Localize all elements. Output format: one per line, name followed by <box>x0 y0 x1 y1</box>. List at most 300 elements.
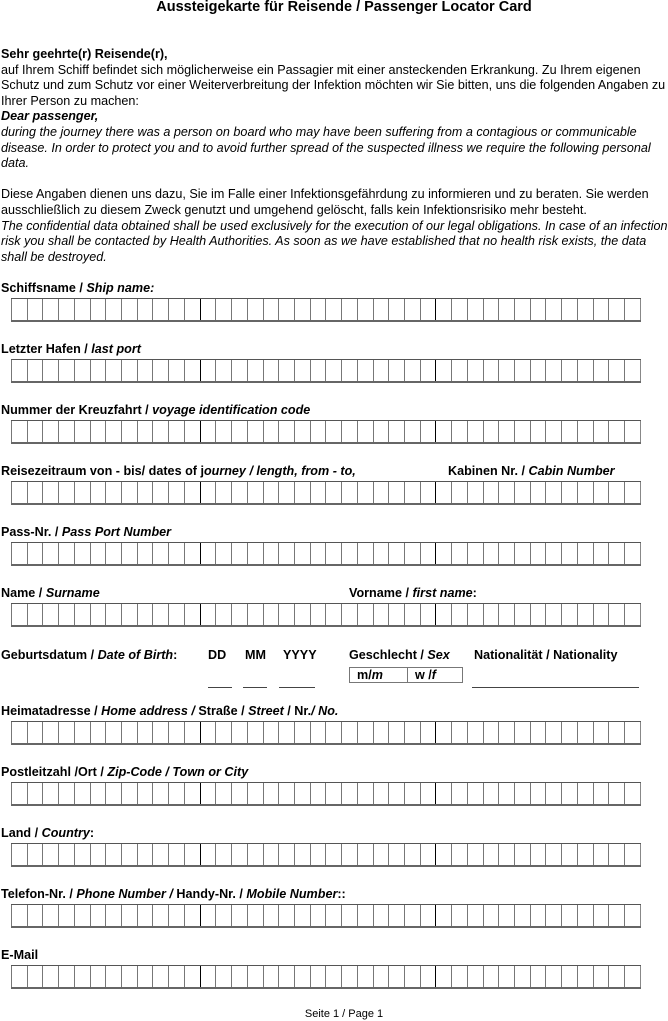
char-box[interactable] <box>357 482 373 503</box>
char-box[interactable] <box>152 905 168 926</box>
char-box[interactable] <box>58 482 74 503</box>
char-box[interactable] <box>530 722 546 743</box>
char-box[interactable] <box>58 905 74 926</box>
char-box[interactable] <box>294 966 310 987</box>
char-box[interactable] <box>294 604 310 625</box>
char-box[interactable] <box>11 783 27 804</box>
char-box[interactable] <box>325 360 341 381</box>
char-box[interactable] <box>27 783 43 804</box>
char-box[interactable] <box>74 421 90 442</box>
char-box[interactable] <box>11 299 27 320</box>
char-box[interactable] <box>152 783 168 804</box>
char-box[interactable] <box>435 543 451 564</box>
char-box[interactable] <box>231 360 247 381</box>
char-box[interactable] <box>467 966 483 987</box>
char-box[interactable] <box>215 722 231 743</box>
char-box[interactable] <box>294 783 310 804</box>
char-box[interactable] <box>152 604 168 625</box>
char-box[interactable] <box>42 604 58 625</box>
char-box[interactable] <box>404 360 420 381</box>
char-box[interactable] <box>310 844 326 865</box>
char-box[interactable] <box>325 722 341 743</box>
char-box[interactable] <box>294 722 310 743</box>
char-box[interactable] <box>42 966 58 987</box>
char-box[interactable] <box>310 299 326 320</box>
char-box[interactable] <box>105 299 121 320</box>
char-box[interactable] <box>545 966 561 987</box>
char-box[interactable] <box>137 966 153 987</box>
country-input[interactable] <box>11 843 641 867</box>
char-box[interactable] <box>483 543 499 564</box>
char-box[interactable] <box>341 421 357 442</box>
char-box[interactable] <box>168 543 184 564</box>
char-box[interactable] <box>42 421 58 442</box>
char-box[interactable] <box>577 905 593 926</box>
char-box[interactable] <box>105 543 121 564</box>
char-box[interactable] <box>404 844 420 865</box>
char-box[interactable] <box>263 844 279 865</box>
char-box[interactable] <box>451 360 467 381</box>
char-box[interactable] <box>404 421 420 442</box>
char-box[interactable] <box>498 966 514 987</box>
char-box[interactable] <box>168 482 184 503</box>
char-box[interactable] <box>624 844 641 865</box>
char-box[interactable] <box>74 722 90 743</box>
char-box[interactable] <box>341 543 357 564</box>
char-box[interactable] <box>483 844 499 865</box>
char-box[interactable] <box>514 783 530 804</box>
char-box[interactable] <box>247 905 263 926</box>
char-box[interactable] <box>341 360 357 381</box>
char-box[interactable] <box>451 844 467 865</box>
char-box[interactable] <box>404 482 420 503</box>
char-box[interactable] <box>608 421 624 442</box>
char-box[interactable] <box>577 299 593 320</box>
char-box[interactable] <box>58 299 74 320</box>
char-box[interactable] <box>467 783 483 804</box>
char-box[interactable] <box>404 543 420 564</box>
char-box[interactable] <box>11 482 27 503</box>
char-box[interactable] <box>90 722 106 743</box>
char-box[interactable] <box>200 421 216 442</box>
char-box[interactable] <box>561 421 577 442</box>
char-box[interactable] <box>420 722 436 743</box>
char-box[interactable] <box>58 844 74 865</box>
sex-option-male[interactable]: m/ m <box>350 668 408 682</box>
char-box[interactable] <box>373 905 389 926</box>
char-box[interactable] <box>231 783 247 804</box>
char-box[interactable] <box>357 543 373 564</box>
char-box[interactable] <box>483 421 499 442</box>
char-box[interactable] <box>168 783 184 804</box>
voyage-id-input[interactable] <box>11 420 641 444</box>
char-box[interactable] <box>530 905 546 926</box>
char-box[interactable] <box>514 905 530 926</box>
char-box[interactable] <box>483 783 499 804</box>
char-box[interactable] <box>420 905 436 926</box>
char-box[interactable] <box>451 421 467 442</box>
char-box[interactable] <box>263 543 279 564</box>
char-box[interactable] <box>341 722 357 743</box>
char-box[interactable] <box>247 783 263 804</box>
char-box[interactable] <box>467 360 483 381</box>
char-box[interactable] <box>263 722 279 743</box>
char-box[interactable] <box>357 722 373 743</box>
char-box[interactable] <box>215 360 231 381</box>
dob-dd-input[interactable] <box>208 687 232 688</box>
char-box[interactable] <box>105 844 121 865</box>
char-box[interactable] <box>152 421 168 442</box>
char-box[interactable] <box>278 783 294 804</box>
char-box[interactable] <box>200 966 216 987</box>
char-box[interactable] <box>310 783 326 804</box>
char-box[interactable] <box>325 905 341 926</box>
char-box[interactable] <box>137 482 153 503</box>
char-box[interactable] <box>530 966 546 987</box>
char-box[interactable] <box>388 543 404 564</box>
char-box[interactable] <box>373 482 389 503</box>
char-box[interactable] <box>184 360 200 381</box>
char-box[interactable] <box>325 844 341 865</box>
char-box[interactable] <box>577 543 593 564</box>
char-box[interactable] <box>357 966 373 987</box>
char-box[interactable] <box>231 722 247 743</box>
email-input[interactable] <box>11 965 641 989</box>
char-box[interactable] <box>152 722 168 743</box>
dob-yyyy-input[interactable] <box>279 687 315 688</box>
char-box[interactable] <box>420 783 436 804</box>
char-box[interactable] <box>624 360 641 381</box>
char-box[interactable] <box>514 299 530 320</box>
char-box[interactable] <box>11 543 27 564</box>
char-box[interactable] <box>310 543 326 564</box>
char-box[interactable] <box>215 299 231 320</box>
char-box[interactable] <box>121 299 137 320</box>
char-box[interactable] <box>263 604 279 625</box>
char-box[interactable] <box>27 482 43 503</box>
char-box[interactable] <box>200 604 216 625</box>
char-box[interactable] <box>152 360 168 381</box>
char-box[interactable] <box>561 604 577 625</box>
char-box[interactable] <box>498 360 514 381</box>
char-box[interactable] <box>388 482 404 503</box>
nationality-input[interactable] <box>472 687 639 688</box>
char-box[interactable] <box>561 722 577 743</box>
char-box[interactable] <box>498 299 514 320</box>
sex-option-female[interactable]: w / f <box>415 668 436 682</box>
char-box[interactable] <box>121 783 137 804</box>
char-box[interactable] <box>168 722 184 743</box>
char-box[interactable] <box>577 844 593 865</box>
char-box[interactable] <box>90 543 106 564</box>
char-box[interactable] <box>278 482 294 503</box>
char-box[interactable] <box>341 482 357 503</box>
char-box[interactable] <box>11 722 27 743</box>
char-box[interactable] <box>451 543 467 564</box>
char-box[interactable] <box>545 421 561 442</box>
char-box[interactable] <box>357 299 373 320</box>
char-box[interactable] <box>184 482 200 503</box>
char-box[interactable] <box>247 421 263 442</box>
char-box[interactable] <box>74 543 90 564</box>
char-box[interactable] <box>357 905 373 926</box>
char-box[interactable] <box>325 783 341 804</box>
char-box[interactable] <box>498 783 514 804</box>
char-box[interactable] <box>278 299 294 320</box>
char-box[interactable] <box>561 783 577 804</box>
char-box[interactable] <box>310 722 326 743</box>
char-box[interactable] <box>593 844 609 865</box>
char-box[interactable] <box>200 905 216 926</box>
char-box[interactable] <box>467 604 483 625</box>
char-box[interactable] <box>420 421 436 442</box>
char-box[interactable] <box>545 604 561 625</box>
char-box[interactable] <box>137 604 153 625</box>
char-box[interactable] <box>530 844 546 865</box>
char-box[interactable] <box>247 482 263 503</box>
char-box[interactable] <box>105 482 121 503</box>
char-box[interactable] <box>608 783 624 804</box>
char-box[interactable] <box>341 966 357 987</box>
char-box[interactable] <box>561 543 577 564</box>
char-box[interactable] <box>545 360 561 381</box>
char-box[interactable] <box>577 604 593 625</box>
char-box[interactable] <box>577 482 593 503</box>
char-box[interactable] <box>263 905 279 926</box>
char-box[interactable] <box>467 421 483 442</box>
char-box[interactable] <box>247 604 263 625</box>
char-box[interactable] <box>373 604 389 625</box>
char-box[interactable] <box>514 543 530 564</box>
char-box[interactable] <box>467 299 483 320</box>
char-box[interactable] <box>593 722 609 743</box>
char-box[interactable] <box>58 360 74 381</box>
char-box[interactable] <box>530 543 546 564</box>
char-box[interactable] <box>593 905 609 926</box>
char-box[interactable] <box>467 482 483 503</box>
char-box[interactable] <box>357 604 373 625</box>
char-box[interactable] <box>420 604 436 625</box>
char-box[interactable] <box>231 966 247 987</box>
char-box[interactable] <box>483 299 499 320</box>
char-box[interactable] <box>435 966 451 987</box>
char-box[interactable] <box>137 421 153 442</box>
char-box[interactable] <box>608 482 624 503</box>
char-box[interactable] <box>388 783 404 804</box>
char-box[interactable] <box>608 722 624 743</box>
char-box[interactable] <box>184 421 200 442</box>
char-box[interactable] <box>278 844 294 865</box>
char-box[interactable] <box>263 482 279 503</box>
char-box[interactable] <box>278 604 294 625</box>
char-box[interactable] <box>152 844 168 865</box>
char-box[interactable] <box>608 905 624 926</box>
char-box[interactable] <box>325 543 341 564</box>
char-box[interactable] <box>137 783 153 804</box>
char-box[interactable] <box>247 966 263 987</box>
char-box[interactable] <box>137 722 153 743</box>
char-box[interactable] <box>498 543 514 564</box>
char-box[interactable] <box>58 966 74 987</box>
char-box[interactable] <box>231 844 247 865</box>
char-box[interactable] <box>231 543 247 564</box>
char-box[interactable] <box>435 360 451 381</box>
zip-city-input[interactable] <box>11 782 641 806</box>
phone-input[interactable] <box>11 904 641 928</box>
char-box[interactable] <box>624 299 641 320</box>
char-box[interactable] <box>514 966 530 987</box>
char-box[interactable] <box>74 966 90 987</box>
char-box[interactable] <box>168 421 184 442</box>
char-box[interactable] <box>278 543 294 564</box>
char-box[interactable] <box>545 482 561 503</box>
char-box[interactable] <box>215 482 231 503</box>
char-box[interactable] <box>514 722 530 743</box>
char-box[interactable] <box>483 966 499 987</box>
char-box[interactable] <box>168 299 184 320</box>
char-box[interactable] <box>294 421 310 442</box>
char-box[interactable] <box>451 299 467 320</box>
char-box[interactable] <box>624 482 641 503</box>
char-box[interactable] <box>325 482 341 503</box>
char-box[interactable] <box>467 722 483 743</box>
char-box[interactable] <box>294 360 310 381</box>
char-box[interactable] <box>483 360 499 381</box>
char-box[interactable] <box>593 421 609 442</box>
char-box[interactable] <box>42 844 58 865</box>
char-box[interactable] <box>74 482 90 503</box>
char-box[interactable] <box>27 543 43 564</box>
char-box[interactable] <box>404 722 420 743</box>
char-box[interactable] <box>137 360 153 381</box>
char-box[interactable] <box>608 360 624 381</box>
char-box[interactable] <box>451 604 467 625</box>
char-box[interactable] <box>278 360 294 381</box>
char-box[interactable] <box>27 299 43 320</box>
char-box[interactable] <box>545 299 561 320</box>
char-box[interactable] <box>215 783 231 804</box>
char-box[interactable] <box>325 604 341 625</box>
char-box[interactable] <box>498 722 514 743</box>
char-box[interactable] <box>341 604 357 625</box>
char-box[interactable] <box>247 722 263 743</box>
char-box[interactable] <box>42 299 58 320</box>
char-box[interactable] <box>263 421 279 442</box>
char-box[interactable] <box>294 844 310 865</box>
char-box[interactable] <box>247 844 263 865</box>
char-box[interactable] <box>215 421 231 442</box>
char-box[interactable] <box>404 604 420 625</box>
char-box[interactable] <box>545 844 561 865</box>
last-port-input[interactable] <box>11 359 641 383</box>
char-box[interactable] <box>325 299 341 320</box>
char-box[interactable] <box>451 905 467 926</box>
char-box[interactable] <box>388 844 404 865</box>
char-box[interactable] <box>357 783 373 804</box>
char-box[interactable] <box>184 783 200 804</box>
char-box[interactable] <box>388 966 404 987</box>
char-box[interactable] <box>310 421 326 442</box>
char-box[interactable] <box>577 966 593 987</box>
char-box[interactable] <box>373 783 389 804</box>
char-box[interactable] <box>498 421 514 442</box>
char-box[interactable] <box>105 421 121 442</box>
char-box[interactable] <box>483 482 499 503</box>
char-box[interactable] <box>310 604 326 625</box>
char-box[interactable] <box>593 783 609 804</box>
char-box[interactable] <box>624 783 641 804</box>
char-box[interactable] <box>263 966 279 987</box>
char-box[interactable] <box>263 299 279 320</box>
char-box[interactable] <box>152 543 168 564</box>
char-box[interactable] <box>58 722 74 743</box>
char-box[interactable] <box>624 722 641 743</box>
char-box[interactable] <box>105 905 121 926</box>
char-box[interactable] <box>514 844 530 865</box>
char-box[interactable] <box>388 299 404 320</box>
char-box[interactable] <box>294 299 310 320</box>
char-box[interactable] <box>624 905 641 926</box>
char-box[interactable] <box>593 299 609 320</box>
char-box[interactable] <box>121 905 137 926</box>
char-box[interactable] <box>373 299 389 320</box>
char-box[interactable] <box>278 966 294 987</box>
char-box[interactable] <box>420 844 436 865</box>
char-box[interactable] <box>530 783 546 804</box>
char-box[interactable] <box>357 844 373 865</box>
char-box[interactable] <box>42 360 58 381</box>
char-box[interactable] <box>105 604 121 625</box>
char-box[interactable] <box>231 604 247 625</box>
char-box[interactable] <box>215 543 231 564</box>
char-box[interactable] <box>577 421 593 442</box>
char-box[interactable] <box>200 783 216 804</box>
char-box[interactable] <box>184 299 200 320</box>
char-box[interactable] <box>121 966 137 987</box>
char-box[interactable] <box>247 543 263 564</box>
char-box[interactable] <box>530 299 546 320</box>
char-box[interactable] <box>11 966 27 987</box>
char-box[interactable] <box>498 905 514 926</box>
char-box[interactable] <box>247 299 263 320</box>
char-box[interactable] <box>215 905 231 926</box>
char-box[interactable] <box>184 722 200 743</box>
char-box[interactable] <box>325 421 341 442</box>
char-box[interactable] <box>137 844 153 865</box>
char-box[interactable] <box>530 421 546 442</box>
char-box[interactable] <box>451 783 467 804</box>
char-box[interactable] <box>27 360 43 381</box>
char-box[interactable] <box>121 604 137 625</box>
char-box[interactable] <box>530 482 546 503</box>
char-box[interactable] <box>467 543 483 564</box>
char-box[interactable] <box>90 966 106 987</box>
char-box[interactable] <box>105 360 121 381</box>
char-box[interactable] <box>435 604 451 625</box>
char-box[interactable] <box>42 783 58 804</box>
char-box[interactable] <box>27 905 43 926</box>
char-box[interactable] <box>231 905 247 926</box>
char-box[interactable] <box>184 844 200 865</box>
char-box[interactable] <box>341 844 357 865</box>
char-box[interactable] <box>608 844 624 865</box>
char-box[interactable] <box>388 722 404 743</box>
char-box[interactable] <box>121 360 137 381</box>
char-box[interactable] <box>278 905 294 926</box>
char-box[interactable] <box>373 722 389 743</box>
char-box[interactable] <box>90 604 106 625</box>
char-box[interactable] <box>388 421 404 442</box>
